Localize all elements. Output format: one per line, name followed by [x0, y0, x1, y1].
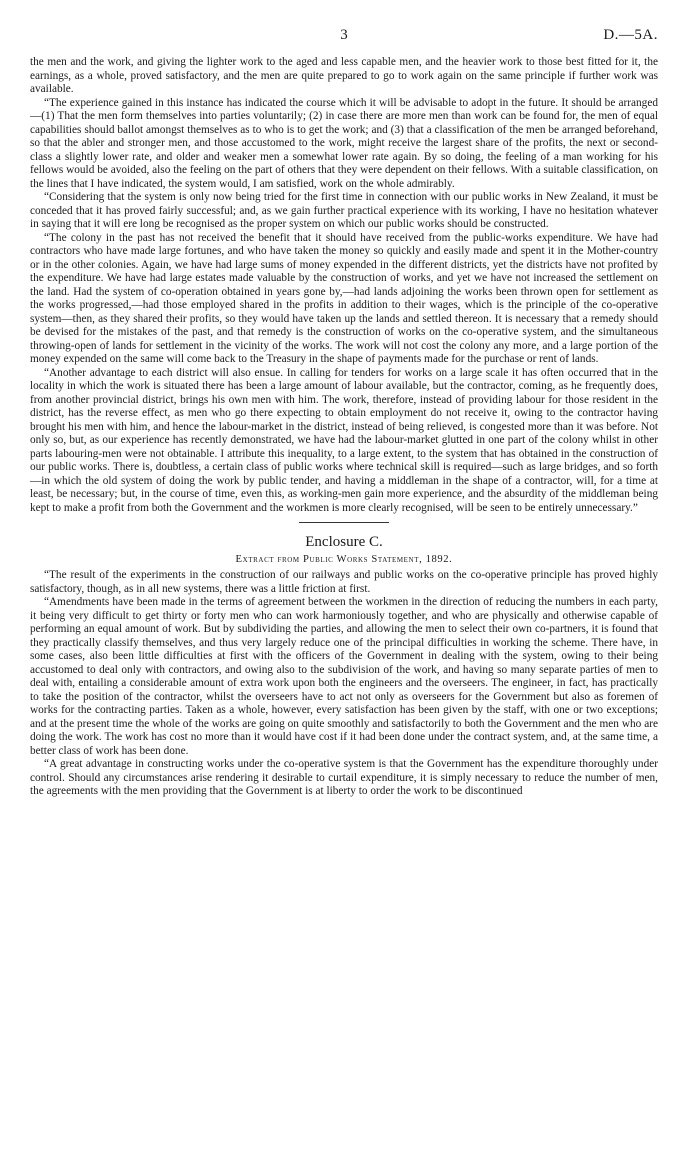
paragraph: “The result of the experiments in the construction of our railways and public works on the co-operative principle has proved highly satisfactory, though, as in all new systems, there was a little friction at first. — [30, 569, 658, 595]
paragraph: the men and the work, and giving the lighter work to the aged and less capable men, and the heavier work to those best fitted for it, the earnings, as a whole, proved satisfactory, and the men are quite prepared to go to work again on the same principle if further work was available. — [30, 56, 658, 95]
paragraph: “The experience gained in this instance has indicated the course which it will be advisable to adopt in the future. It should be arranged—(1) That the men form themselves into parties voluntarily; (2) in case there are more men than work can be found for, the men of equal capabilities should ballot amongst themselves as to who is to get the work; and (3) that a classification of the men be arranged beforehand, so that the abler and stronger men, and those accustomed to the work, might receive the largest share of the profits, the next or second-class a slightly lower rate, and older and weaker men a somewhat lower rate again. By so doing, the feeling of a man working for his fellows would be avoided, also the feeling on the part of others that they were dependent on their fellows. With a suitable classification, on the lines that I have indicated, the system would, I am satisfied, work on the whole admirably. — [30, 96, 658, 190]
section-divider — [299, 522, 389, 523]
paragraph: “Amendments have been made in the terms of agreement between the workmen in the direction of reducing the numbers in each party, it being very difficult to get thirty or forty men who can work harmoniously together, and who are physically and otherwise capable of performing an equal amount of work. But by subdividing the parties, and allowing the men to select their own co-partners, it is found that they practically classify themselves, and thus very largely reduce one of the principal difficulties in working the scheme. There have, in some cases, also been little difficulties at first with the officers of the Government in dealing with the system, owing to their being accustomed to deal only with contractors, and owing also to the subdivision of the work, and having so many separate parties of men to deal with, entailing a considerable amount of extra work upon both the engineers and the overseers. The engineer, in fact, has practically to take the position of the contractor, whilst the overseers have to act not only as overseers for the Government but also as foremen of works for the contracting parties. Taken as a whole, however, every satisfaction has been given by the staff, with one or two exceptions; and at the present time the whole of the works are going on quite smoothly and satisfactorily to both the Government and the men who are doing the work. The work has cost no more than it would have cost if it had been done under the contract system, and, at the same time, a better class of work has been done. — [30, 596, 658, 757]
paragraph: “The colony in the past has not received the benefit that it should have received from the public-works expenditure. We have had contractors who have made large fortunes, and who have taken the money so quickly and easily made and spent it in the Mother-country or in the other colonies. Again, we have had large sums of money expended in the different districts, yet the districts have not profited by the expenditure. We have had large estates made valuable by the construction of works, and yet we have not increased the settlement on the land. Had the system of co-operation obtained in years gone by,—had lands adjoining the works been thrown open for settlement as the works progressed,—had those employed shared in the profits in addition to their wages, which is the principle of the co-operative system—then, as they shared their profits, so they would have taken up the lands and settled thereon. It is necessary that a remedy should be devised for the mistakes of the past, and that remedy is the construction of works on the co-operative system, and the simultaneous throwing-open of lands for settlement in the vicinity of the works. The work will not cost the colony any more, and a large portion of the money expended on the same will come back to the Treasury in the shape of payments made for the purchase or rent of lands. — [30, 231, 658, 365]
report-body — [30, 56, 658, 515]
page-header — [30, 26, 658, 48]
paragraph: “Considering that the system is only now being tried for the first time in connection with our public works in New Zealand, it must be conceded that it has proved fairly successful; and, as we gain further practical experience with its working, I have no hesitation whatever in saying that it will ere long be recognised as the proper system on which our public works should be constructed. — [30, 191, 658, 230]
enclosure-title: Enclosure C. — [305, 534, 383, 550]
paragraph: “A great advantage in constructing works under the co-operative system is that the Government has the expenditure thoroughly under control. Should any circumstances arise rendering it desirable to curtail expenditure, it is simply necessary to reduce the number of men, the agreements with the men providing that the Government is at liberty to order the work to be discontinued — [30, 758, 658, 797]
paragraph: “Another advantage to each district will also ensue. In calling for tenders for works on a large scale it has often occurred that in the locality in which the work is situated there has been a large amount of labour available, but the contractor, coming, as he frequently does, from another provincial district, brings his own men with him. The work, therefore, instead of providing labour for those resident in the district, has the reverse effect, as men who go there expecting to obtain employment do not receive it, owing to the contractor having brought his men with him, and hence the labour-market in the district, instead of being relieved, is congested more than it was before. Not only so, but, as our experience has recently demonstrated, we have had the labour-market glutted in one part of the colony whilst in other parts labouring-men were not obtainable. I attribute this inequality, to a large extent, to the system that has obtained in the construction of our public works. There is, doubtless, a certain class of public works where technical skill is required—such as large bridges, and so forth—in which the old system of doing the work by public tender, and having a middleman in the shape of a contractor, will, for a time at least, be necessary; but, in the course of time, even this, as working-men gain more experience, and the absurdity of the middleman being kept to make a profit from both the Government and the workmen is more clearly recognised, will be seen to be entirely unnecessary.” — [30, 366, 658, 514]
extract-title: Extract from Public Works Statement, 1892. — [235, 554, 453, 565]
document-reference: D.—5A. — [603, 27, 658, 43]
enclosure-body — [30, 569, 658, 799]
page-number: 3 — [340, 27, 348, 43]
